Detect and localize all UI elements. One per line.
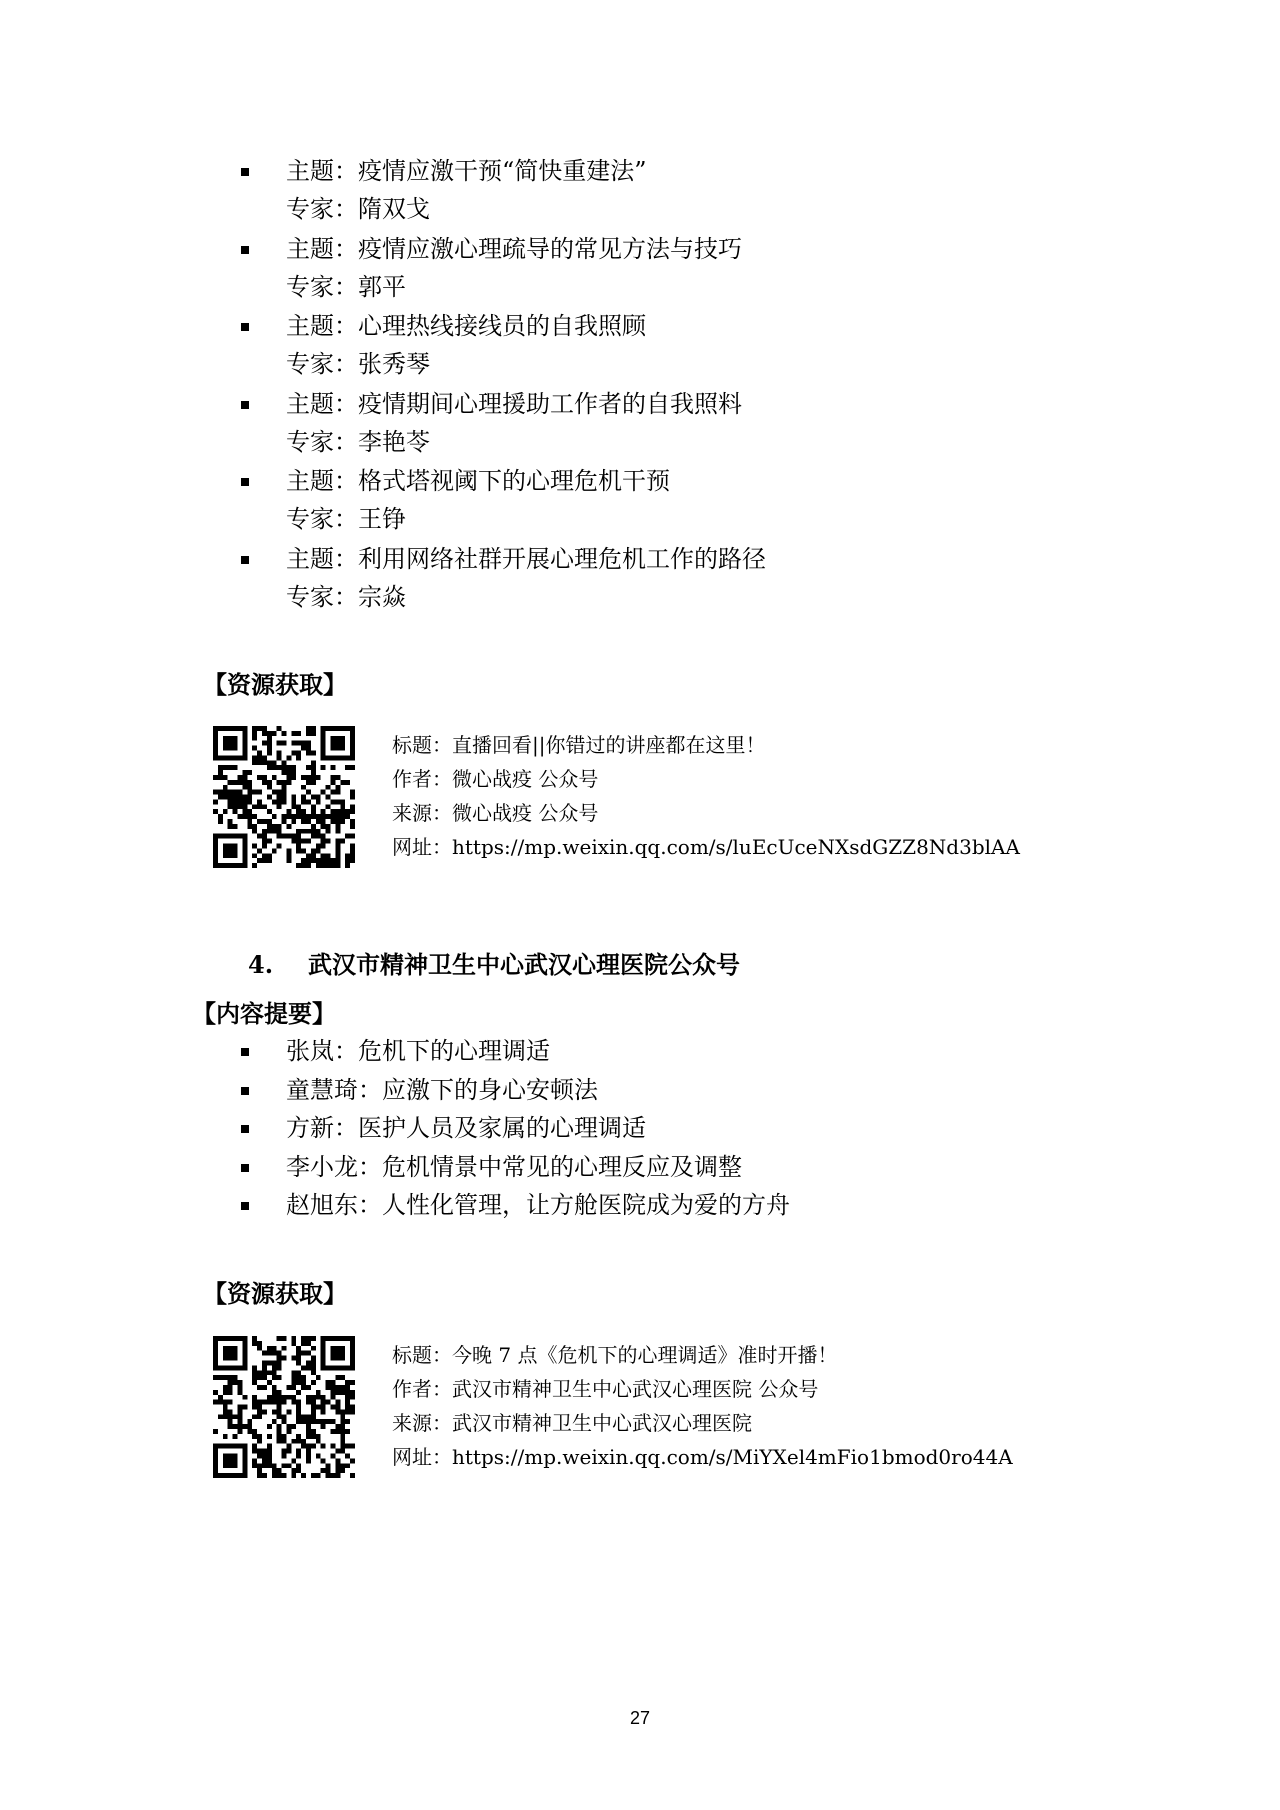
topic-title: 主题：心理热线接线员的自我照顾	[286, 312, 646, 340]
square-bullet-icon	[241, 1048, 249, 1056]
square-bullet-icon	[241, 1087, 249, 1095]
topic-list	[0, 150, 1280, 615]
resource-block	[0, 1336, 1280, 1486]
topic-expert: 专家：宗焱	[286, 582, 406, 611]
topic-title: 主题：疫情应激心理疏导的常见方法与技巧	[286, 234, 742, 263]
topic-expert: 专家：隋双戈	[286, 195, 430, 223]
summary-text: 赵旭东：人性化管理，让方舱医院成为爱的方舟	[286, 1191, 790, 1219]
summary-text: 张岚：危机下的心理调适	[286, 1037, 550, 1065]
summary-text: 童慧琦：应激下的身心安顿法	[286, 1075, 598, 1104]
square-bullet-icon	[241, 401, 249, 409]
list-item	[0, 1073, 1280, 1112]
list-item	[0, 305, 1280, 383]
resource-title: 标题：今晚 7 点《危机下的心理调适》准时开播！	[392, 1343, 838, 1367]
resource-url: 网址：https://mp.weixin.qq.com/s/luEcUceNXsdGZZ8Nd3blAA	[392, 835, 1020, 859]
section-title-text: 武汉市精神卫生中心武汉心理医院公众号	[308, 950, 740, 979]
resource-author: 作者：武汉市精神卫生中心武汉心理医院 公众号	[392, 1377, 819, 1401]
page-number: 27	[629, 1708, 651, 1728]
resource-url: 网址：https://mp.weixin.qq.com/s/MiYXel4mFio1bmod0ro44A	[392, 1445, 1013, 1469]
list-item	[0, 1111, 1280, 1150]
resource-heading: 【资源获取】	[203, 670, 347, 699]
topic-expert: 专家：李艳苓	[286, 427, 430, 456]
topic-expert: 专家：王铮	[286, 505, 406, 533]
qr-code-icon	[213, 1336, 355, 1478]
square-bullet-icon	[241, 556, 249, 564]
section-title	[248, 950, 740, 980]
summary-heading: 【内容提要】	[192, 999, 336, 1028]
list-item	[0, 1188, 1280, 1227]
list-item	[0, 150, 1280, 228]
square-bullet-icon	[241, 168, 249, 176]
square-bullet-icon	[241, 1125, 249, 1133]
summary-text: 方新：医护人员及家属的心理调适	[286, 1114, 646, 1142]
square-bullet-icon	[241, 1202, 249, 1210]
resource-author: 作者：微心战疫 公众号	[392, 767, 599, 791]
topic-expert: 专家：郭平	[286, 272, 406, 301]
summary-list	[0, 1034, 1280, 1227]
square-bullet-icon	[241, 478, 249, 486]
topic-title: 主题：利用网络社群开展心理危机工作的路径	[286, 544, 766, 573]
list-item	[0, 538, 1280, 616]
list-item	[0, 228, 1280, 306]
resource-heading: 【资源获取】	[203, 1279, 347, 1308]
list-item	[0, 1150, 1280, 1189]
section-number: 4.	[248, 950, 274, 979]
list-item	[0, 460, 1280, 538]
list-item	[0, 1034, 1280, 1073]
topic-title: 主题：疫情期间心理援助工作者的自我照料	[286, 389, 742, 418]
resource-block	[0, 726, 1280, 876]
summary-text: 李小龙：危机情景中常见的心理反应及调整	[286, 1152, 742, 1181]
resource-source: 来源：微心战疫 公众号	[392, 801, 599, 825]
topic-expert: 专家：张秀琴	[286, 350, 430, 378]
topic-title: 主题：格式塔视阈下的心理危机干预	[286, 467, 670, 495]
qr-code-icon	[213, 726, 355, 868]
square-bullet-icon	[241, 246, 249, 254]
list-item	[0, 383, 1280, 461]
topic-title: 主题：疫情应激干预“简快重建法”	[286, 157, 647, 185]
square-bullet-icon	[241, 323, 249, 331]
resource-source: 来源：武汉市精神卫生中心武汉心理医院	[392, 1411, 752, 1435]
resource-title: 标题：直播回看||你错过的讲座都在这里！	[392, 733, 766, 757]
square-bullet-icon	[241, 1164, 249, 1172]
